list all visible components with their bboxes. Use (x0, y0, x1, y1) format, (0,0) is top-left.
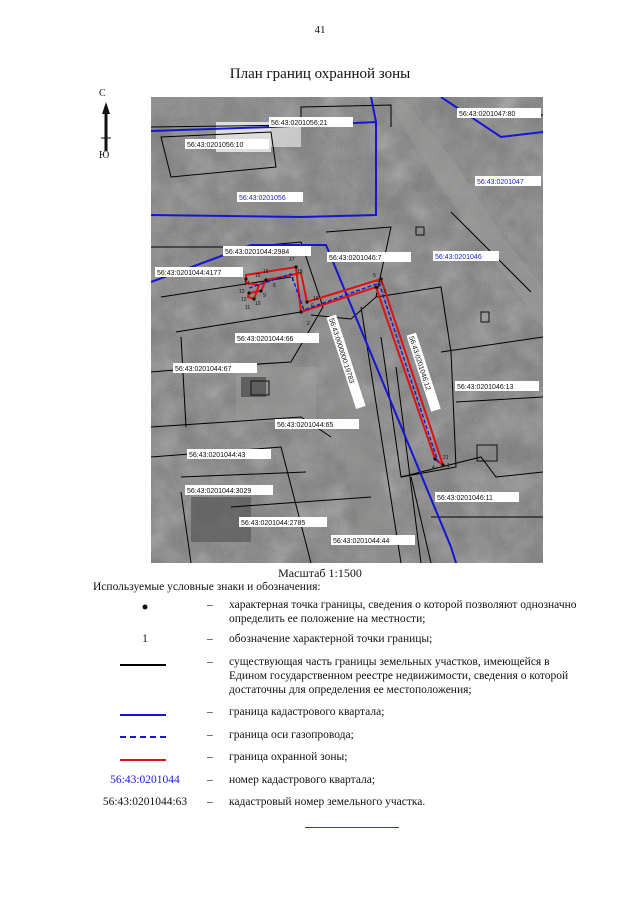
parcel-label: 56:43:0201046:12 (407, 335, 432, 392)
legend-dash: – (207, 796, 213, 808)
parcel-label: 56:43:0201056:10 (187, 142, 244, 149)
parcel-label: 56:43:0201046:7 (329, 255, 382, 262)
legend-text: обозначение характерной точки границы; (229, 633, 433, 645)
parcel-label: 56:43:0201044:2785 (241, 520, 306, 527)
point-label: 13 (239, 289, 245, 295)
map-scale: Масштаб 1:1500 (278, 566, 362, 580)
point-label: 8 (273, 283, 276, 289)
point-label: 14 (244, 281, 250, 287)
point-label: 10 (255, 301, 261, 307)
point-label: 12 (241, 297, 247, 303)
quarter-label: 56:43:0201046 (435, 254, 482, 261)
point-label: 21 (443, 455, 449, 461)
legend-blue-dashed-line (120, 736, 166, 738)
legend-title: Используемые условные знаки и обозначения: (93, 581, 321, 593)
cadastral-map (151, 97, 543, 563)
point-label: 3 (383, 289, 386, 295)
point-label: 17 (289, 257, 295, 263)
legend-dash: – (207, 729, 213, 741)
legend-text: граница кадастрового квартала; (229, 706, 385, 718)
point-label: 2 (307, 321, 310, 327)
legend-quarter-symbol: 56:43:0201044 (110, 774, 180, 786)
point-label: 7 (291, 277, 294, 283)
point-label: 1 (447, 463, 450, 469)
page-title: План границ охранной зоны (229, 66, 411, 82)
parcel-label: 56:43:0201044:66 (237, 336, 294, 343)
parcel-label: 56:43:0201046:13 (457, 384, 514, 391)
north-arrow-icon (95, 88, 117, 168)
point-label: 6 (311, 303, 314, 309)
point-label: 19 (313, 296, 319, 302)
legend-dash: – (207, 656, 213, 668)
legend-dash: – (207, 599, 213, 611)
legend-text: граница оси газопровода; (229, 729, 354, 741)
point-label: 4 (432, 465, 435, 471)
legend-dot-symbol (95, 602, 195, 616)
legend-dash: – (207, 751, 213, 763)
legend-dash: – (207, 633, 213, 645)
parcel-label: 56:43:0201044:3029 (187, 488, 252, 495)
quarter-label: 56:43:0201056 (239, 195, 286, 202)
legend-parcel-symbol: 56:43:0201044:63 (102, 796, 188, 808)
parcel-label: 56:43:0201044:43 (189, 452, 246, 459)
point-label: 5 (373, 273, 376, 279)
map-canvas (151, 97, 543, 563)
point-label: 9 (263, 293, 266, 299)
legend-blue-line (120, 714, 166, 716)
legend-text: кадастровый номер земельного участка. (229, 796, 426, 808)
footnote-separator (305, 827, 399, 828)
parcel-label: 56:43:0201044:67 (175, 366, 232, 373)
parcel-label: 56:43:0201044:65 (277, 422, 334, 429)
point-label: 11 (245, 305, 251, 311)
legend-text: характерная точка границы, сведения о которой позволяют однозначно определить ее положение на местности; (229, 599, 577, 625)
legend-red-line (120, 759, 166, 761)
page-number: 41 (314, 24, 326, 36)
compass-south-label: Ю (99, 150, 110, 161)
legend-dash: – (207, 706, 213, 718)
point-label: 16 (263, 269, 269, 275)
point-label: 15 (255, 273, 261, 279)
legend-text: существующая часть границы земельных участков, имеющейся в Едином государственном реестре недвижимости, сведения о которой достаточны для определения ее местоположения; (229, 656, 569, 696)
parcel-label: 56:43:0201047:80 (459, 111, 516, 118)
parcel-label: 56:43:0201046:11 (437, 495, 493, 502)
parcel-label: 56:43:0201044:4177 (157, 270, 222, 277)
legend-black-line (120, 664, 166, 666)
parcel-label: 56:43:0201056:21 (271, 120, 328, 127)
point-label: 20 (377, 281, 383, 287)
parcel-label: 56:43:0201044:44 (333, 538, 390, 545)
parcel-label: 56:43:0201044:2984 (225, 249, 290, 256)
parcel-label: 56:43:0000000:19783 (327, 317, 355, 385)
legend-text: граница охранной зоны; (229, 751, 348, 763)
legend-text: номер кадастрового квартала; (229, 774, 376, 786)
point-label: 18 (297, 269, 303, 275)
quarter-label: 56:43:0201047 (477, 179, 524, 186)
legend-number-symbol: 1 (142, 633, 148, 645)
compass-north-label: С (99, 88, 106, 99)
legend-dash: – (207, 774, 213, 786)
